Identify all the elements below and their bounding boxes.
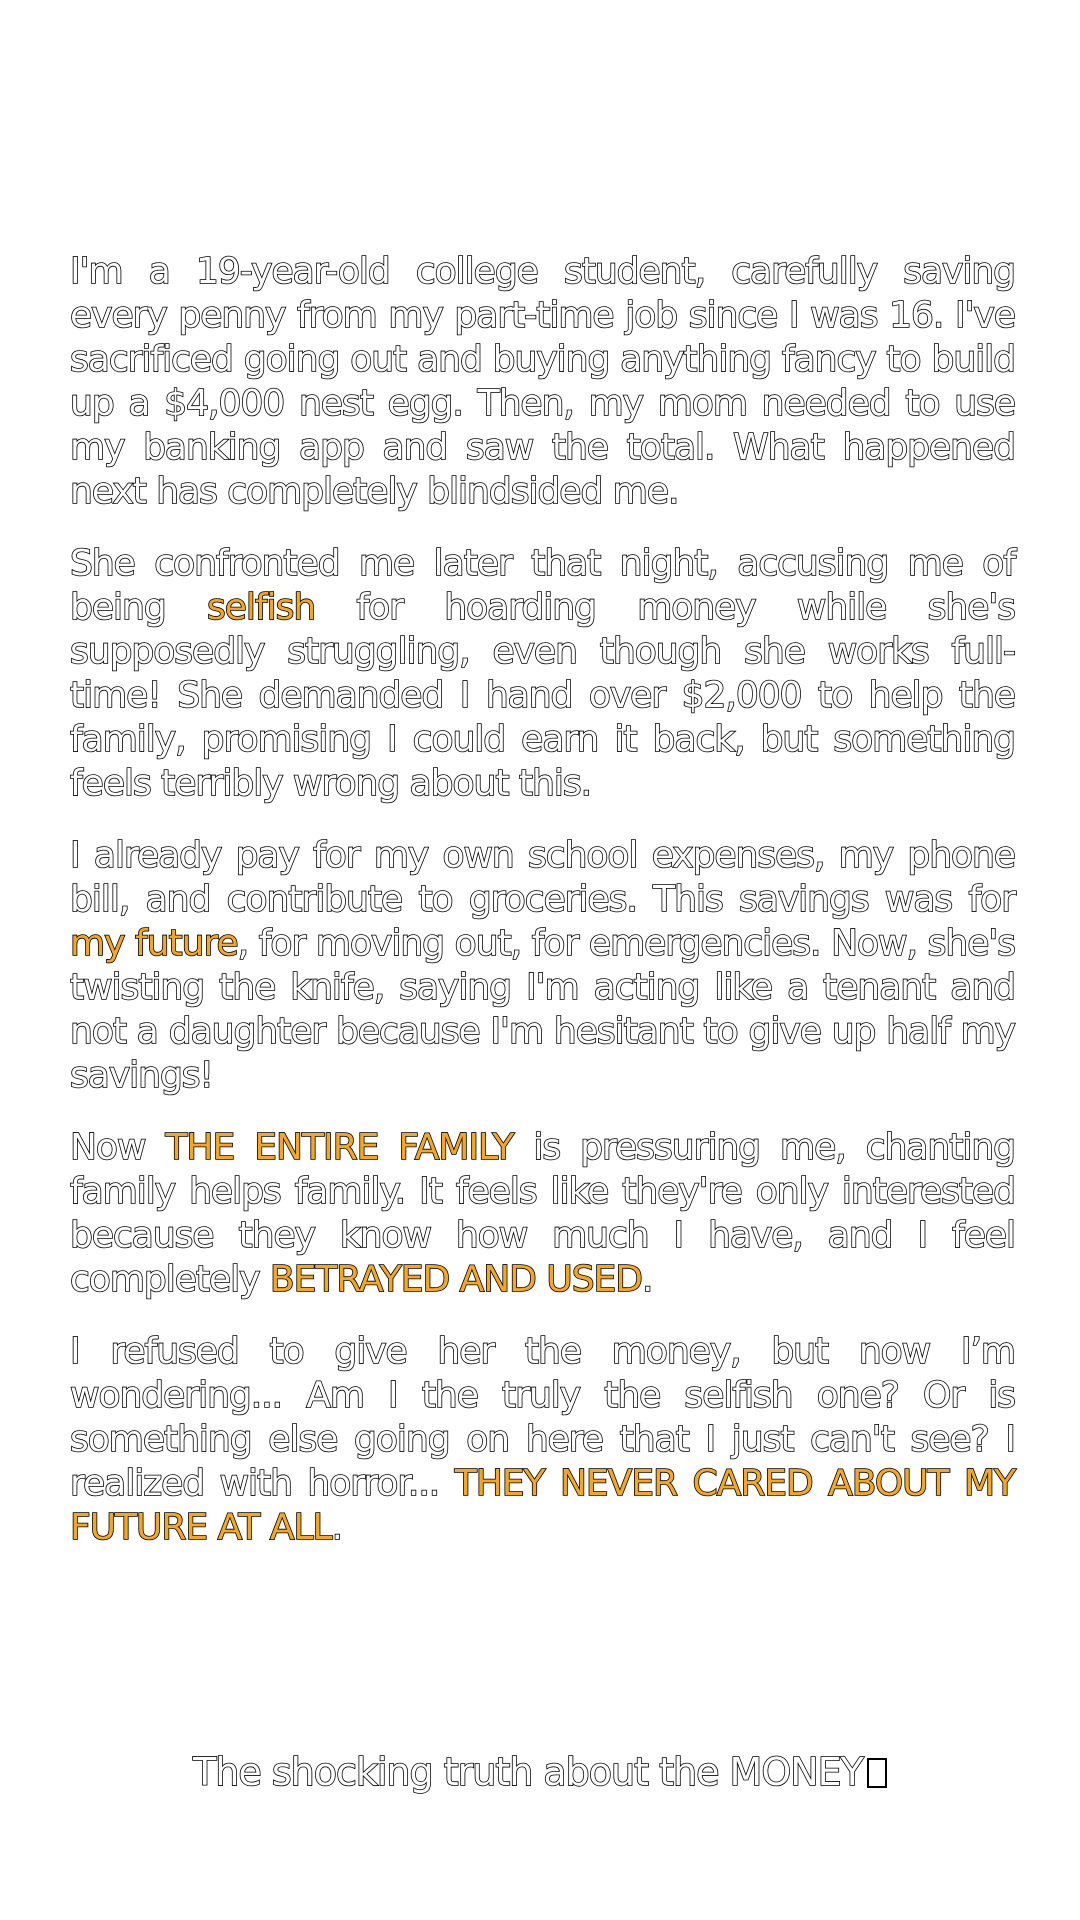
highlighted-phrase: THEY NEVER CARED ABOUT MY FUTURE AT ALL [70,1463,1015,1548]
paragraph-segment: Now [70,1127,166,1168]
paragraph-segment: . [331,1507,343,1548]
paragraph-segment: for hoarding money while she's supposedly struggling, even though she works full-time! She demanded I hand over $2,000 to help the family, promising I could earn it back, but something feels terribly wrong about this. [70,587,1015,804]
story-paragraph-5 [70,1330,1015,1550]
highlighted-phrase: my future [70,923,238,964]
paragraph-segment: I'm a 19-year-old college student, carefully saving every penny from my part-time job since I was 16. I've sacrificed going out and buying anything fancy to build up a $4,000 nest egg. Then, my mom needed to use my banking app and saw the total. What happened next has completely blindsided me. [70,251,1015,512]
missing-glyph-box-icon [867,1758,887,1788]
teaser-caption-text: The shocking truth about the MONEY [193,1750,863,1794]
paragraph-segment: , for moving out, for emergencies. Now, she's twisting the knife, saying I'm acting like a tenant and not a daughter because I'm hesitant to give up half my savings! [70,923,1015,1096]
highlighted-phrase: BETRAYED AND USED [269,1259,643,1300]
highlighted-phrase: selfish [207,587,316,628]
story-paragraph-2 [70,542,1015,806]
paragraph-segment: . [642,1259,653,1300]
teaser-caption [0,1748,1080,1796]
story-paragraph-4 [70,1126,1015,1302]
paragraph-segment: She confronted me later that night, accusing me of being [70,543,1015,628]
story-paragraph-3 [70,834,1015,1098]
paragraph-segment: I already pay for my own school expenses, my phone bill, and contribute to groceries. This savings was for [70,835,1015,920]
story-paragraph-1 [70,250,1015,514]
paragraph-segment: is pressuring me, chanting family helps family. It feels like they're only interested because they know how much I have, and I feel completely [70,1127,1015,1300]
paragraph-segment: I refused to give her the money, but now I’m wondering... Am I the truly the selfish one? Or is something else going on here that I just can't see? I realized with horror... [70,1331,1015,1504]
story-text [70,250,1015,1578]
highlighted-phrase: THE ENTIRE FAMILY [165,1127,514,1168]
